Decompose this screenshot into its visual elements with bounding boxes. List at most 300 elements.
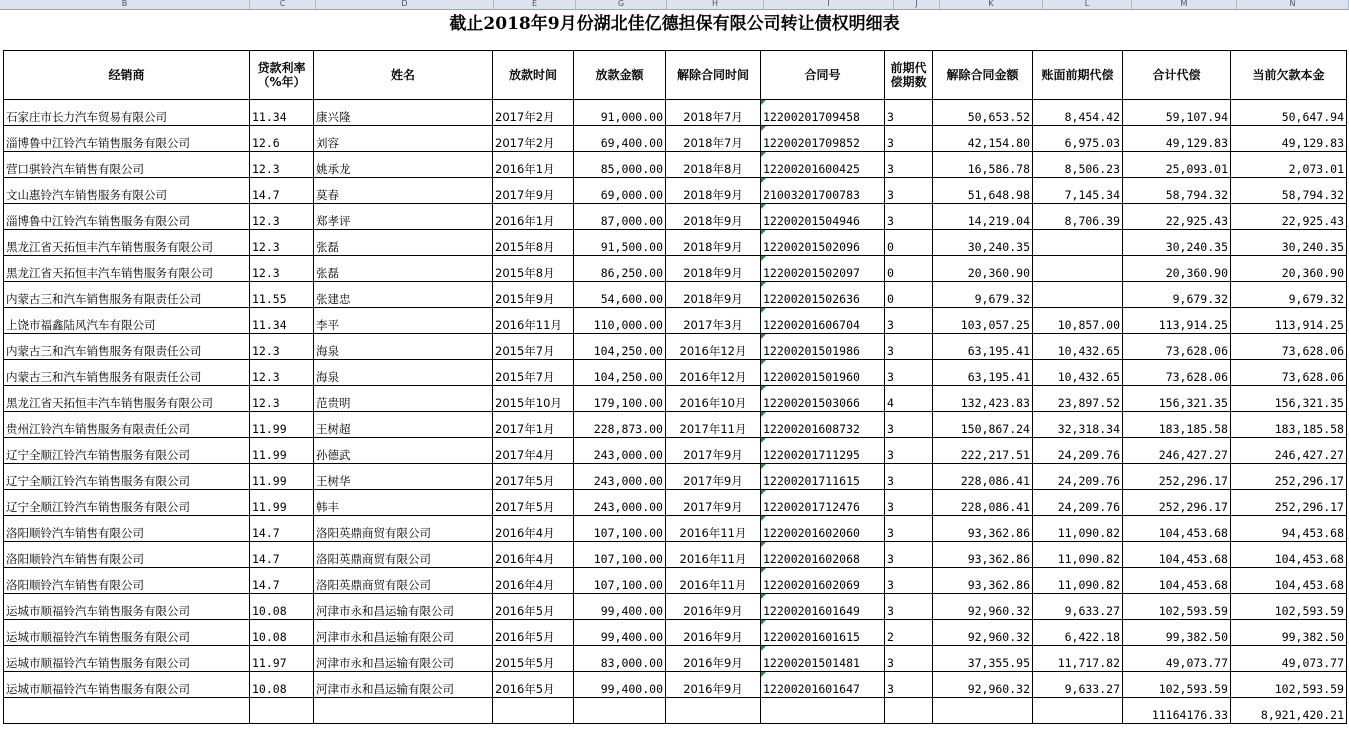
cell-cancel-amount[interactable]: 30,240.35 <box>933 230 1033 256</box>
cell-name[interactable]: 海泉 <box>314 360 493 386</box>
cell-cancel-amount[interactable]: 132,423.83 <box>933 386 1033 412</box>
column-letter-e[interactable]: E <box>494 0 576 9</box>
cell-loan-amount[interactable]: 86,250.00 <box>574 256 666 282</box>
cell-current-owed[interactable]: 246,427.27 <box>1231 438 1347 464</box>
cell-cancel-time[interactable]: 2018年7月 <box>666 126 761 152</box>
cell-name[interactable]: 河津市永和昌运输有限公司 <box>314 646 493 672</box>
cell-contract-no[interactable]: 12200201504946 <box>761 204 885 230</box>
cell-book-prior[interactable]: 11,090.82 <box>1033 568 1123 594</box>
total-owed-sum[interactable]: 8,921,420.21 <box>1231 698 1347 724</box>
cell-cancel-amount[interactable]: 63,195.41 <box>933 360 1033 386</box>
cell-rate[interactable]: 11.99 <box>250 464 314 490</box>
cell-loan-amount[interactable]: 243,000.00 <box>574 438 666 464</box>
column-letter-i[interactable]: I <box>764 0 894 9</box>
cell-name[interactable]: 海泉 <box>314 334 493 360</box>
cell-cancel-time[interactable]: 2017年9月 <box>666 490 761 516</box>
header-rate[interactable]: 贷款利率（%年） <box>250 51 314 100</box>
cell-loan-time[interactable]: 2017年4月 <box>493 438 574 464</box>
cell-name[interactable]: 范贵明 <box>314 386 493 412</box>
cell-loan-time[interactable]: 2015年8月 <box>493 230 574 256</box>
header-dealer[interactable]: 经销商 <box>4 51 250 100</box>
cell-contract-no[interactable]: 12200201709852 <box>761 126 885 152</box>
cell-dealer[interactable]: 辽宁全顺江铃汽车销售服务有限公司 <box>4 464 250 490</box>
cell-rate[interactable]: 12.3 <box>250 386 314 412</box>
cell-contract-no[interactable]: 12200201711615 <box>761 464 885 490</box>
column-letter-m[interactable]: M <box>1132 0 1237 9</box>
cell-cancel-time[interactable]: 2016年11月 <box>666 516 761 542</box>
cell-book-prior[interactable]: 6,422.18 <box>1033 620 1123 646</box>
cell-book-prior[interactable]: 7,145.34 <box>1033 178 1123 204</box>
cell-loan-amount[interactable]: 107,100.00 <box>574 516 666 542</box>
totals-cell-dealer[interactable] <box>4 698 250 724</box>
cell-rate[interactable]: 11.99 <box>250 490 314 516</box>
cell-prior-periods[interactable]: 3 <box>885 646 933 672</box>
cell-loan-amount[interactable]: 104,250.00 <box>574 334 666 360</box>
totals-cell-contract-no[interactable] <box>761 698 885 724</box>
header-book-prior[interactable]: 账面前期代偿 <box>1033 51 1123 100</box>
cell-contract-no[interactable]: 12200201608732 <box>761 412 885 438</box>
cell-contract-no[interactable]: 12200201601647 <box>761 672 885 698</box>
cell-contract-no[interactable]: 12200201602060 <box>761 516 885 542</box>
cell-total-comp[interactable]: 58,794.32 <box>1123 178 1231 204</box>
cell-name[interactable]: 王树超 <box>314 412 493 438</box>
header-loan-amount[interactable]: 放款金额 <box>574 51 666 100</box>
cell-prior-periods[interactable]: 3 <box>885 126 933 152</box>
cell-name[interactable]: 河津市永和昌运输有限公司 <box>314 594 493 620</box>
cell-prior-periods[interactable]: 3 <box>885 360 933 386</box>
cell-book-prior[interactable]: 11,090.82 <box>1033 516 1123 542</box>
cell-book-prior[interactable]: 6,975.03 <box>1033 126 1123 152</box>
cell-loan-amount[interactable]: 107,100.00 <box>574 542 666 568</box>
cell-prior-periods[interactable]: 0 <box>885 230 933 256</box>
cell-current-owed[interactable]: 252,296.17 <box>1231 490 1347 516</box>
cell-dealer[interactable]: 运城市顺福铃汽车销售服务有限公司 <box>4 594 250 620</box>
cell-loan-amount[interactable]: 110,000.00 <box>574 308 666 334</box>
cell-rate[interactable]: 11.34 <box>250 100 314 126</box>
cell-name[interactable]: 张磊 <box>314 230 493 256</box>
cell-loan-amount[interactable]: 83,000.00 <box>574 646 666 672</box>
cell-dealer[interactable]: 运城市顺福铃汽车销售服务有限公司 <box>4 646 250 672</box>
cell-name[interactable]: 李平 <box>314 308 493 334</box>
header-cancel-time[interactable]: 解除合同时间 <box>666 51 761 100</box>
cell-current-owed[interactable]: 183,185.58 <box>1231 412 1347 438</box>
cell-total-comp[interactable]: 73,628.06 <box>1123 334 1231 360</box>
cell-cancel-time[interactable]: 2018年9月 <box>666 178 761 204</box>
cell-cancel-amount[interactable]: 42,154.80 <box>933 126 1033 152</box>
cell-total-comp[interactable]: 156,321.35 <box>1123 386 1231 412</box>
cell-dealer[interactable]: 洛阳顺铃汽车销售有限公司 <box>4 542 250 568</box>
cell-book-prior[interactable]: 24,209.76 <box>1033 438 1123 464</box>
cell-loan-time[interactable]: 2015年7月 <box>493 360 574 386</box>
cell-book-prior[interactable]: 9,633.27 <box>1033 594 1123 620</box>
cell-dealer[interactable]: 辽宁全顺江铃汽车销售服务有限公司 <box>4 438 250 464</box>
cell-prior-periods[interactable]: 3 <box>885 334 933 360</box>
cell-loan-time[interactable]: 2016年4月 <box>493 568 574 594</box>
cell-book-prior[interactable] <box>1033 230 1123 256</box>
header-name[interactable]: 姓名 <box>314 51 493 100</box>
cell-rate[interactable]: 12.3 <box>250 204 314 230</box>
cell-loan-time[interactable]: 2016年5月 <box>493 594 574 620</box>
cell-loan-time[interactable]: 2016年1月 <box>493 204 574 230</box>
cell-loan-amount[interactable]: 243,000.00 <box>574 490 666 516</box>
cell-current-owed[interactable]: 2,073.01 <box>1231 152 1347 178</box>
cell-rate[interactable]: 12.3 <box>250 152 314 178</box>
cell-cancel-amount[interactable]: 20,360.90 <box>933 256 1033 282</box>
cell-cancel-amount[interactable]: 63,195.41 <box>933 334 1033 360</box>
cell-dealer[interactable]: 贵州江铃汽车销售服务有限责任公司 <box>4 412 250 438</box>
cell-name[interactable]: 孙德武 <box>314 438 493 464</box>
cell-current-owed[interactable]: 49,129.83 <box>1231 126 1347 152</box>
cell-loan-time[interactable]: 2016年4月 <box>493 516 574 542</box>
cell-total-comp[interactable]: 104,453.68 <box>1123 568 1231 594</box>
cell-book-prior[interactable]: 23,897.52 <box>1033 386 1123 412</box>
cell-loan-amount[interactable]: 69,000.00 <box>574 178 666 204</box>
cell-loan-time[interactable]: 2015年8月 <box>493 256 574 282</box>
column-letter-k[interactable]: K <box>940 0 1043 9</box>
cell-prior-periods[interactable]: 3 <box>885 100 933 126</box>
cell-current-owed[interactable]: 58,794.32 <box>1231 178 1347 204</box>
cell-book-prior[interactable]: 11,090.82 <box>1033 542 1123 568</box>
cell-total-comp[interactable]: 99,382.50 <box>1123 620 1231 646</box>
cell-rate[interactable]: 10.08 <box>250 594 314 620</box>
cell-dealer[interactable]: 文山惠铃汽车销售服务有限公司 <box>4 178 250 204</box>
cell-contract-no[interactable]: 12200201601649 <box>761 594 885 620</box>
cell-dealer[interactable]: 内蒙古三和汽车销售服务有限责任公司 <box>4 282 250 308</box>
cell-current-owed[interactable]: 99,382.50 <box>1231 620 1347 646</box>
cell-prior-periods[interactable]: 3 <box>885 152 933 178</box>
header-prior-periods[interactable]: 前期代偿期数 <box>885 51 933 100</box>
cell-rate[interactable]: 14.7 <box>250 516 314 542</box>
cell-total-comp[interactable]: 73,628.06 <box>1123 360 1231 386</box>
cell-contract-no[interactable]: 12200201600425 <box>761 152 885 178</box>
cell-cancel-amount[interactable]: 92,960.32 <box>933 620 1033 646</box>
cell-rate[interactable]: 10.08 <box>250 672 314 698</box>
cell-cancel-amount[interactable]: 93,362.86 <box>933 568 1033 594</box>
cell-current-owed[interactable]: 252,296.17 <box>1231 464 1347 490</box>
cell-prior-periods[interactable]: 0 <box>885 256 933 282</box>
cell-dealer[interactable]: 淄博鲁中江铃汽车销售服务有限公司 <box>4 126 250 152</box>
totals-cell-loan-time[interactable] <box>493 698 574 724</box>
cell-prior-periods[interactable]: 3 <box>885 464 933 490</box>
cell-current-owed[interactable]: 156,321.35 <box>1231 386 1347 412</box>
totals-cell-cancel-time[interactable] <box>666 698 761 724</box>
cell-book-prior[interactable]: 24,209.76 <box>1033 464 1123 490</box>
header-contract-no[interactable]: 合同号 <box>761 51 885 100</box>
cell-prior-periods[interactable]: 3 <box>885 204 933 230</box>
cell-prior-periods[interactable]: 3 <box>885 412 933 438</box>
cell-rate[interactable]: 12.3 <box>250 334 314 360</box>
cell-name[interactable]: 洛阳英鼎商贸有限公司 <box>314 542 493 568</box>
cell-loan-time[interactable]: 2017年1月 <box>493 412 574 438</box>
cell-current-owed[interactable]: 49,073.77 <box>1231 646 1347 672</box>
cell-cancel-amount[interactable]: 103,057.25 <box>933 308 1033 334</box>
cell-cancel-amount[interactable]: 37,355.95 <box>933 646 1033 672</box>
cell-current-owed[interactable]: 20,360.90 <box>1231 256 1347 282</box>
cell-cancel-amount[interactable]: 228,086.41 <box>933 490 1033 516</box>
cell-prior-periods[interactable]: 3 <box>885 594 933 620</box>
cell-loan-time[interactable]: 2017年2月 <box>493 100 574 126</box>
cell-current-owed[interactable]: 30,240.35 <box>1231 230 1347 256</box>
cell-dealer[interactable]: 营口骐铃汽车销售有限公司 <box>4 152 250 178</box>
cell-cancel-time[interactable]: 2018年9月 <box>666 282 761 308</box>
cell-cancel-time[interactable]: 2017年9月 <box>666 438 761 464</box>
cell-cancel-time[interactable]: 2018年7月 <box>666 100 761 126</box>
cell-loan-amount[interactable]: 99,400.00 <box>574 620 666 646</box>
cell-loan-time[interactable]: 2017年5月 <box>493 464 574 490</box>
cell-total-comp[interactable]: 49,129.83 <box>1123 126 1231 152</box>
cell-name[interactable]: 刘容 <box>314 126 493 152</box>
cell-rate[interactable]: 14.7 <box>250 178 314 204</box>
cell-cancel-amount[interactable]: 92,960.32 <box>933 594 1033 620</box>
cell-prior-periods[interactable]: 3 <box>885 438 933 464</box>
cell-contract-no[interactable]: 12200201712476 <box>761 490 885 516</box>
cell-loan-amount[interactable]: 243,000.00 <box>574 464 666 490</box>
cell-dealer[interactable]: 淄博鲁中江铃汽车销售服务有限公司 <box>4 204 250 230</box>
cell-prior-periods[interactable]: 3 <box>885 490 933 516</box>
cell-book-prior[interactable]: 10,432.65 <box>1033 334 1123 360</box>
cell-rate[interactable]: 11.34 <box>250 308 314 334</box>
cell-total-comp[interactable]: 102,593.59 <box>1123 672 1231 698</box>
cell-dealer[interactable]: 石家庄市长力汽车贸易有限公司 <box>4 100 250 126</box>
cell-total-comp[interactable]: 25,093.01 <box>1123 152 1231 178</box>
column-letter-d[interactable]: D <box>316 0 494 9</box>
cell-total-comp[interactable]: 104,453.68 <box>1123 542 1231 568</box>
cell-name[interactable]: 莫春 <box>314 178 493 204</box>
totals-cell-loan-amount[interactable] <box>574 698 666 724</box>
cell-contract-no[interactable]: 12200201602068 <box>761 542 885 568</box>
cell-cancel-time[interactable]: 2016年12月 <box>666 360 761 386</box>
cell-current-owed[interactable]: 22,925.43 <box>1231 204 1347 230</box>
cell-loan-time[interactable]: 2015年7月 <box>493 334 574 360</box>
header-current-owed[interactable]: 当前欠款本金 <box>1231 51 1347 100</box>
cell-cancel-amount[interactable]: 222,217.51 <box>933 438 1033 464</box>
cell-rate[interactable]: 12.3 <box>250 256 314 282</box>
cell-total-comp[interactable]: 113,914.25 <box>1123 308 1231 334</box>
cell-contract-no[interactable]: 12200201602069 <box>761 568 885 594</box>
totals-cell-cancel-amount[interactable] <box>933 698 1033 724</box>
cell-total-comp[interactable]: 20,360.90 <box>1123 256 1231 282</box>
cell-cancel-time[interactable]: 2016年11月 <box>666 568 761 594</box>
cell-cancel-amount[interactable]: 150,867.24 <box>933 412 1033 438</box>
cell-book-prior[interactable]: 10,432.65 <box>1033 360 1123 386</box>
cell-dealer[interactable]: 黑龙江省天拓恒丰汽车销售服务有限公司 <box>4 230 250 256</box>
header-total-comp[interactable]: 合计代偿 <box>1123 51 1231 100</box>
cell-name[interactable]: 姚承龙 <box>314 152 493 178</box>
cell-loan-time[interactable]: 2016年5月 <box>493 672 574 698</box>
cell-name[interactable]: 洛阳英鼎商贸有限公司 <box>314 516 493 542</box>
cell-loan-time[interactable]: 2017年9月 <box>493 178 574 204</box>
cell-prior-periods[interactable]: 2 <box>885 620 933 646</box>
cell-current-owed[interactable]: 104,453.68 <box>1231 568 1347 594</box>
cell-cancel-time[interactable]: 2017年11月 <box>666 412 761 438</box>
cell-current-owed[interactable]: 9,679.32 <box>1231 282 1347 308</box>
cell-cancel-amount[interactable]: 228,086.41 <box>933 464 1033 490</box>
cell-book-prior[interactable]: 32,318.34 <box>1033 412 1123 438</box>
cell-current-owed[interactable]: 50,647.94 <box>1231 100 1347 126</box>
cell-cancel-amount[interactable]: 9,679.32 <box>933 282 1033 308</box>
cell-current-owed[interactable]: 102,593.59 <box>1231 594 1347 620</box>
cell-name[interactable]: 张磊 <box>314 256 493 282</box>
cell-total-comp[interactable]: 183,185.58 <box>1123 412 1231 438</box>
cell-contract-no[interactable]: 12200201606704 <box>761 308 885 334</box>
cell-dealer[interactable]: 内蒙古三和汽车销售服务有限责任公司 <box>4 360 250 386</box>
column-letter-g[interactable]: G <box>576 0 667 9</box>
cell-cancel-amount[interactable]: 50,653.52 <box>933 100 1033 126</box>
column-letter-h[interactable]: H <box>667 0 764 9</box>
cell-book-prior[interactable]: 24,209.76 <box>1033 490 1123 516</box>
cell-cancel-amount[interactable]: 93,362.86 <box>933 516 1033 542</box>
cell-loan-time[interactable]: 2015年10月 <box>493 386 574 412</box>
cell-current-owed[interactable]: 73,628.06 <box>1231 360 1347 386</box>
cell-loan-time[interactable]: 2016年4月 <box>493 542 574 568</box>
cell-dealer[interactable]: 洛阳顺铃汽车销售有限公司 <box>4 516 250 542</box>
cell-book-prior[interactable]: 8,706.39 <box>1033 204 1123 230</box>
cell-total-comp[interactable]: 252,296.17 <box>1123 464 1231 490</box>
cell-prior-periods[interactable]: 3 <box>885 516 933 542</box>
cell-contract-no[interactable]: 12200201601615 <box>761 620 885 646</box>
cell-contract-no[interactable]: 12200201501960 <box>761 360 885 386</box>
cell-cancel-amount[interactable]: 92,960.32 <box>933 672 1033 698</box>
cell-contract-no[interactable]: 12200201711295 <box>761 438 885 464</box>
cell-name[interactable]: 张建忠 <box>314 282 493 308</box>
cell-rate[interactable]: 12.3 <box>250 230 314 256</box>
cell-loan-amount[interactable]: 91,500.00 <box>574 230 666 256</box>
cell-total-comp[interactable]: 22,925.43 <box>1123 204 1231 230</box>
totals-cell-rate[interactable] <box>250 698 314 724</box>
cell-name[interactable]: 王树华 <box>314 464 493 490</box>
cell-contract-no[interactable]: 12200201501481 <box>761 646 885 672</box>
cell-cancel-time[interactable]: 2016年11月 <box>666 542 761 568</box>
cell-cancel-amount[interactable]: 93,362.86 <box>933 542 1033 568</box>
cell-rate[interactable]: 11.99 <box>250 438 314 464</box>
cell-total-comp[interactable]: 30,240.35 <box>1123 230 1231 256</box>
cell-cancel-time[interactable]: 2017年9月 <box>666 464 761 490</box>
cell-total-comp[interactable]: 246,427.27 <box>1123 438 1231 464</box>
cell-cancel-time[interactable]: 2016年9月 <box>666 594 761 620</box>
cell-loan-time[interactable]: 2016年11月 <box>493 308 574 334</box>
cell-loan-amount[interactable]: 91,000.00 <box>574 100 666 126</box>
cell-dealer[interactable]: 洛阳顺铃汽车销售有限公司 <box>4 568 250 594</box>
cell-current-owed[interactable]: 94,453.68 <box>1231 516 1347 542</box>
column-letter-c[interactable]: C <box>250 0 316 9</box>
cell-contract-no[interactable]: 12200201501986 <box>761 334 885 360</box>
cell-cancel-amount[interactable]: 51,648.98 <box>933 178 1033 204</box>
total-compensation-sum[interactable]: 11164176.33 <box>1123 698 1231 724</box>
cell-book-prior[interactable] <box>1033 282 1123 308</box>
totals-cell-prior-periods[interactable] <box>885 698 933 724</box>
cell-cancel-time[interactable]: 2017年3月 <box>666 308 761 334</box>
cell-prior-periods[interactable]: 3 <box>885 178 933 204</box>
header-cancel-amount[interactable]: 解除合同金额 <box>933 51 1033 100</box>
cell-book-prior[interactable] <box>1033 256 1123 282</box>
cell-contract-no[interactable]: 12200201502636 <box>761 282 885 308</box>
cell-name[interactable]: 河津市永和昌运输有限公司 <box>314 620 493 646</box>
cell-prior-periods[interactable]: 3 <box>885 568 933 594</box>
cell-cancel-amount[interactable]: 14,219.04 <box>933 204 1033 230</box>
cell-loan-time[interactable]: 2015年5月 <box>493 646 574 672</box>
totals-cell-book-prior[interactable] <box>1033 698 1123 724</box>
cell-rate[interactable]: 12.6 <box>250 126 314 152</box>
cell-name[interactable]: 韩丰 <box>314 490 493 516</box>
cell-loan-amount[interactable]: 228,873.00 <box>574 412 666 438</box>
cell-loan-amount[interactable]: 85,000.00 <box>574 152 666 178</box>
cell-rate[interactable]: 12.3 <box>250 360 314 386</box>
cell-current-owed[interactable]: 102,593.59 <box>1231 672 1347 698</box>
cell-cancel-time[interactable]: 2018年9月 <box>666 256 761 282</box>
cell-loan-time[interactable]: 2016年1月 <box>493 152 574 178</box>
cell-cancel-time[interactable]: 2018年9月 <box>666 204 761 230</box>
cell-cancel-time[interactable]: 2016年9月 <box>666 672 761 698</box>
cell-dealer[interactable]: 运城市顺福铃汽车销售服务有限公司 <box>4 620 250 646</box>
cell-name[interactable]: 河津市永和昌运输有限公司 <box>314 672 493 698</box>
cell-loan-time[interactable]: 2016年5月 <box>493 620 574 646</box>
cell-loan-time[interactable]: 2017年2月 <box>493 126 574 152</box>
cell-dealer[interactable]: 辽宁全顺江铃汽车销售服务有限公司 <box>4 490 250 516</box>
cell-dealer[interactable]: 黑龙江省天拓恒丰汽车销售服务有限公司 <box>4 256 250 282</box>
cell-contract-no[interactable]: 21003201700783 <box>761 178 885 204</box>
cell-cancel-time[interactable]: 2018年8月 <box>666 152 761 178</box>
cell-book-prior[interactable]: 8,454.42 <box>1033 100 1123 126</box>
cell-cancel-time[interactable]: 2018年9月 <box>666 230 761 256</box>
cell-total-comp[interactable]: 102,593.59 <box>1123 594 1231 620</box>
cell-loan-amount[interactable]: 107,100.00 <box>574 568 666 594</box>
cell-loan-amount[interactable]: 99,400.00 <box>574 594 666 620</box>
cell-loan-amount[interactable]: 99,400.00 <box>574 672 666 698</box>
column-letter-n[interactable]: N <box>1237 0 1349 9</box>
cell-current-owed[interactable]: 73,628.06 <box>1231 334 1347 360</box>
cell-total-comp[interactable]: 9,679.32 <box>1123 282 1231 308</box>
cell-cancel-time[interactable]: 2016年9月 <box>666 620 761 646</box>
cell-rate[interactable]: 14.7 <box>250 568 314 594</box>
column-letter-j[interactable]: J <box>894 0 940 9</box>
cell-loan-amount[interactable]: 104,250.00 <box>574 360 666 386</box>
cell-contract-no[interactable]: 12200201502097 <box>761 256 885 282</box>
totals-cell-name[interactable] <box>314 698 493 724</box>
cell-name[interactable]: 康兴隆 <box>314 100 493 126</box>
cell-cancel-time[interactable]: 2016年10月 <box>666 386 761 412</box>
cell-loan-time[interactable]: 2017年5月 <box>493 490 574 516</box>
cell-prior-periods[interactable]: 3 <box>885 308 933 334</box>
cell-name[interactable]: 洛阳英鼎商贸有限公司 <box>314 568 493 594</box>
cell-loan-amount[interactable]: 69,400.00 <box>574 126 666 152</box>
cell-current-owed[interactable]: 113,914.25 <box>1231 308 1347 334</box>
cell-prior-periods[interactable]: 0 <box>885 282 933 308</box>
cell-total-comp[interactable]: 104,453.68 <box>1123 516 1231 542</box>
cell-cancel-time[interactable]: 2016年12月 <box>666 334 761 360</box>
cell-cancel-time[interactable]: 2016年9月 <box>666 646 761 672</box>
cell-prior-periods[interactable]: 3 <box>885 672 933 698</box>
cell-rate[interactable]: 14.7 <box>250 542 314 568</box>
cell-dealer[interactable]: 内蒙古三和汽车销售服务有限责任公司 <box>4 334 250 360</box>
cell-prior-periods[interactable]: 4 <box>885 386 933 412</box>
cell-book-prior[interactable]: 8,506.23 <box>1033 152 1123 178</box>
cell-name[interactable]: 郑孝评 <box>314 204 493 230</box>
cell-book-prior[interactable]: 11,717.82 <box>1033 646 1123 672</box>
cell-dealer[interactable]: 运城市顺福铃汽车销售服务有限公司 <box>4 672 250 698</box>
cell-prior-periods[interactable]: 3 <box>885 542 933 568</box>
column-letter-b[interactable]: B <box>0 0 250 9</box>
cell-current-owed[interactable]: 104,453.68 <box>1231 542 1347 568</box>
cell-rate[interactable]: 10.08 <box>250 620 314 646</box>
header-loan-time[interactable]: 放款时间 <box>493 51 574 100</box>
cell-loan-time[interactable]: 2015年9月 <box>493 282 574 308</box>
cell-book-prior[interactable]: 10,857.00 <box>1033 308 1123 334</box>
cell-dealer[interactable]: 黑龙江省天拓恒丰汽车销售服务有限公司 <box>4 386 250 412</box>
cell-total-comp[interactable]: 49,073.77 <box>1123 646 1231 672</box>
cell-contract-no[interactable]: 12200201502096 <box>761 230 885 256</box>
cell-rate[interactable]: 11.99 <box>250 412 314 438</box>
cell-dealer[interactable]: 上饶市福鑫陆风汽车有限公司 <box>4 308 250 334</box>
